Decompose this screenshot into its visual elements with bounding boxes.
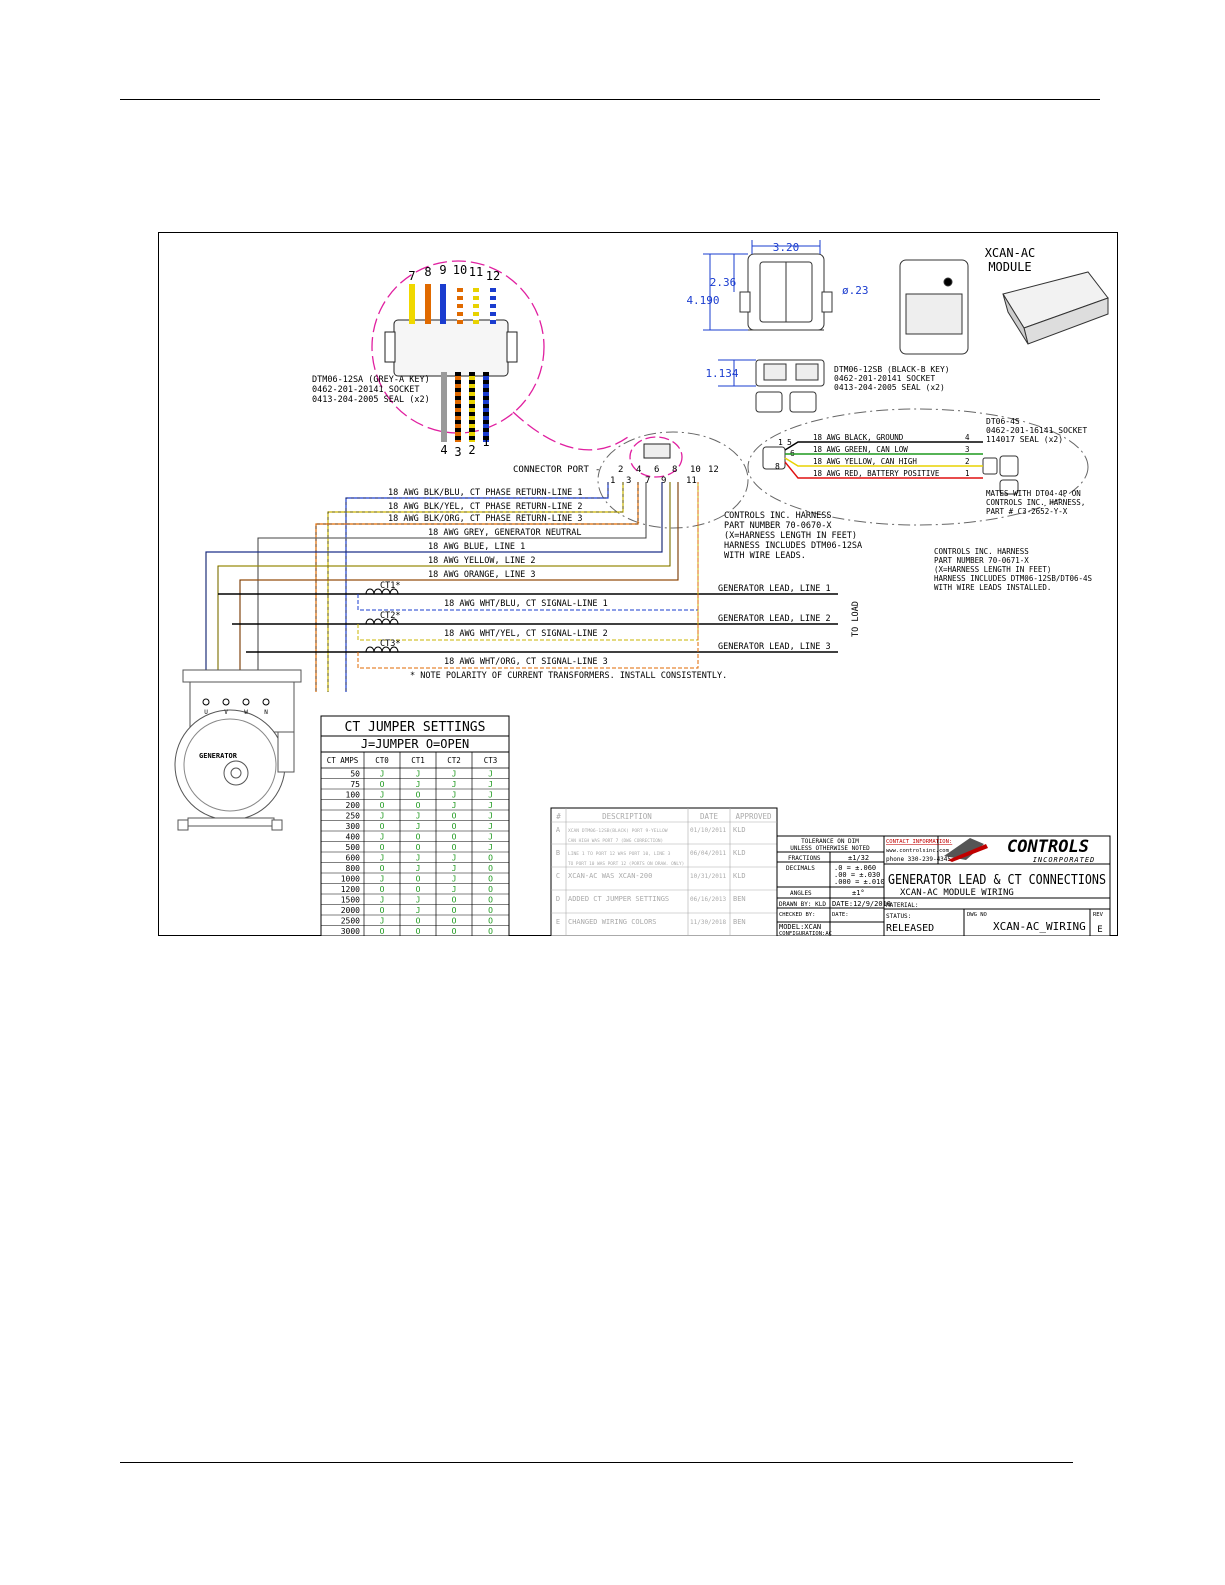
ct-signal-label: 18 AWG WHT/BLU, CT SIGNAL-LINE 1	[444, 599, 608, 609]
svg-text:MODEL:XCAN: MODEL:XCAN	[779, 923, 822, 931]
ct-signal-label: 18 AWG WHT/YEL, CT SIGNAL-LINE 2	[444, 629, 608, 639]
jumper-cell: J	[488, 801, 493, 810]
jumper-cell: 250	[345, 811, 360, 821]
revision-rev: A	[555, 826, 561, 834]
terminal-icon	[223, 699, 229, 705]
polarity-note: * NOTE POLARITY OF CURRENT TRANSFORMERS. INSTALL CONSISTENTLY.	[410, 671, 728, 681]
svg-text:MATES WITH DT04-4P ON: MATES WITH DT04-4P ON	[986, 489, 1081, 498]
jumper-cell: J	[379, 811, 385, 821]
svg-text:2.36: 2.36	[709, 276, 737, 289]
revision-header: DESCRIPTION	[602, 812, 652, 821]
jumper-cell: 500	[345, 843, 360, 852]
jumper-cell: J	[379, 874, 385, 884]
revision-desc: ADDED CT JUMPER SETTINGS	[568, 895, 670, 903]
svg-text:(X=HARNESS LENGTH IN FEET): (X=HARNESS LENGTH IN FEET)	[934, 565, 1052, 574]
svg-text:CONTROLS INC. HARNESS,: CONTROLS INC. HARNESS,	[986, 498, 1086, 507]
dt06-wire-label: 18 AWG YELLOW, CAN HIGH	[813, 457, 917, 466]
jumper-cell: J	[451, 790, 457, 800]
svg-text:HARNESS INCLUDES DTM06-12SA: HARNESS INCLUDES DTM06-12SA	[724, 541, 863, 551]
ct-signal-label: 18 AWG WHT/ORG, CT SIGNAL-LINE 3	[444, 657, 608, 667]
jumper-cell: 100	[345, 790, 360, 800]
jumper-cell: O	[415, 874, 421, 884]
svg-text:XCAN-AC: XCAN-AC	[984, 246, 1036, 260]
jumper-cell: O	[379, 780, 385, 789]
revision-header: APPROVED	[735, 812, 772, 821]
revision-desc2: CAN HIGH WAS PORT 7 (DWG CORRECTION)	[568, 839, 664, 844]
revision-header: #	[556, 812, 561, 821]
svg-text:1.134: 1.134	[705, 367, 739, 380]
jumper-cell: J	[488, 811, 493, 821]
jumper-header: CT0	[375, 756, 389, 765]
revision-approved: KLD	[733, 872, 746, 880]
sa-pin-label: 9	[439, 263, 447, 277]
dt06-wire-pin: 1	[965, 469, 970, 478]
terminal-label: V	[224, 709, 228, 716]
revision-approved: BEN	[733, 895, 746, 903]
revision-desc: LINE 1 TO PORT 12 WAS PORT 10, LINE 3	[568, 852, 671, 857]
jumper-cell: J	[451, 769, 457, 779]
svg-text:DATE:: DATE:	[832, 912, 849, 918]
revision-approved: KLD	[733, 826, 746, 834]
jumper-header: CT1	[411, 756, 425, 765]
svg-text:CONFIGURATION:AC: CONFIGURATION:AC	[779, 931, 832, 936]
sa-pin-label: 2	[468, 443, 476, 457]
jumper-cell: O	[451, 843, 457, 852]
port-pin-label: 10	[690, 465, 701, 475]
ct-label: CT1*	[380, 581, 401, 591]
sa-pin-label: 10	[452, 263, 468, 277]
svg-text:UNLESS OTHERWISE NOTED: UNLESS OTHERWISE NOTED	[790, 845, 870, 852]
jumper-table-legend: J=JUMPER O=OPEN	[360, 737, 470, 751]
wire-label: 18 AWG BLK/YEL, CT PHASE RETURN-LINE 2	[388, 502, 583, 512]
generator-lead-label: GENERATOR LEAD, LINE 1	[718, 584, 831, 594]
svg-text:.00 = ±.030: .00 = ±.030	[834, 871, 881, 879]
jumper-cell: O	[379, 801, 385, 810]
jumper-cell: J	[451, 801, 457, 810]
jumper-cell: O	[488, 895, 493, 905]
port-pin-label: 6	[654, 465, 660, 475]
port-pin-label: 12	[708, 465, 719, 475]
jumper-cell: J	[451, 874, 457, 884]
svg-text:INCORPORATED: INCORPORATED	[1032, 856, 1096, 864]
jumper-cell: O	[451, 811, 457, 821]
jumper-cell: O	[379, 927, 385, 936]
svg-text:DECIMALS: DECIMALS	[786, 865, 815, 872]
svg-text:XCAN-AC_WIRING: XCAN-AC_WIRING	[993, 920, 1086, 933]
revision-rev: D	[555, 895, 561, 903]
svg-text:CONTACT INFORMATION:: CONTACT INFORMATION:	[886, 839, 953, 845]
jumper-cell: O	[415, 832, 421, 842]
jumper-cell: O	[415, 801, 421, 810]
revision-desc: CHANGED WIRING COLORS	[568, 918, 657, 926]
jumper-cell: O	[379, 822, 385, 831]
svg-text:3.20: 3.20	[772, 241, 800, 254]
jumper-cell: J	[488, 843, 493, 852]
svg-text:CONTROLS INC. HARNESS: CONTROLS INC. HARNESS	[934, 547, 1029, 556]
port-pin-label: 11	[686, 476, 697, 486]
jumper-cell: J	[415, 769, 421, 779]
connector-12sa-label	[312, 375, 430, 405]
port-pin-label: 1	[610, 476, 616, 486]
revision-rev: E	[555, 918, 561, 926]
jumper-cell: O	[488, 927, 493, 936]
jumper-cell: O	[415, 790, 421, 800]
revision-approved: KLD	[733, 849, 746, 857]
revision-desc: XCAN-AC WAS XCAN-200	[568, 872, 653, 880]
port-pin-label: 9	[661, 476, 667, 486]
dt06-wire-label: 18 AWG GREEN, CAN LOW	[813, 445, 908, 454]
svg-text:-: -	[595, 465, 601, 475]
jumper-cell: O	[451, 832, 457, 842]
jumper-cell: J	[379, 916, 385, 926]
jumper-header: CT AMPS	[326, 756, 359, 765]
ct-jumper-table	[321, 716, 509, 936]
footer-rule	[120, 1462, 1073, 1463]
svg-text:HARNESS INCLUDES DTM06-12SB/DT: HARNESS INCLUDES DTM06-12SB/DT06-4S	[934, 574, 1093, 583]
svg-text:ANGLES: ANGLES	[790, 890, 812, 897]
wire-label: 18 AWG GREY, GENERATOR NEUTRAL	[428, 528, 582, 538]
jumper-cell: J	[415, 895, 421, 905]
wire-label: 18 AWG BLK/BLU, CT PHASE RETURN-LINE 1	[388, 488, 583, 498]
svg-text:114017 SEAL (x2): 114017 SEAL (x2)	[986, 435, 1064, 444]
jumper-cell: J	[415, 906, 421, 915]
terminal-icon	[263, 699, 269, 705]
revision-block	[551, 808, 777, 936]
jumper-cell: J	[379, 895, 385, 905]
jumper-table-title: CT JUMPER SETTINGS	[344, 720, 486, 735]
jumper-cell: J	[379, 790, 385, 800]
header-rule	[120, 99, 1100, 100]
jumper-cell: O	[415, 843, 421, 852]
sa-pin-label: 3	[454, 445, 462, 459]
jumper-cell: O	[451, 906, 457, 915]
ct-label: CT2*	[380, 611, 401, 621]
revision-desc: XCAN DTM06-12SB(BLACK) PORT 9-YELLOW	[568, 829, 668, 834]
jumper-cell: O	[451, 916, 457, 926]
port-pin-label: 7	[645, 476, 651, 486]
svg-text:0462-201-20141 SOCKET: 0462-201-20141 SOCKET	[834, 374, 936, 383]
jumper-cell: J	[415, 811, 421, 821]
jumper-cell: J	[451, 780, 457, 789]
svg-text:ø.23: ø.23	[842, 284, 869, 297]
svg-text:DTM06-12SB (BLACK-B KEY): DTM06-12SB (BLACK-B KEY)	[834, 365, 950, 374]
jumper-cell: O	[415, 916, 421, 926]
jumper-cell: J	[415, 822, 421, 831]
svg-text:±1/32: ±1/32	[848, 854, 870, 862]
jumper-cell: 50	[350, 769, 360, 779]
dt06-pin-label: 5	[787, 438, 792, 447]
wiring-drawing	[158, 232, 1118, 936]
wire-label: 18 AWG BLUE, LINE 1	[428, 542, 526, 552]
dt06-pin-label: 8	[775, 462, 780, 471]
sa-pin-label: 11	[468, 265, 484, 279]
jumper-cell: J	[488, 780, 493, 789]
svg-text:DTM06-12SA (GREY-A KEY): DTM06-12SA (GREY-A KEY)	[312, 375, 430, 385]
sa-pin-label: 7	[408, 269, 416, 283]
svg-text:PART NUMBER 70-0671-X: PART NUMBER 70-0671-X	[934, 556, 1029, 565]
sa-pin-label: 4	[440, 443, 448, 457]
jumper-cell: J	[488, 822, 493, 831]
svg-text:.0 = ±.060: .0 = ±.060	[834, 864, 877, 872]
ct-label: CT3*	[380, 639, 401, 649]
revision-date: 06/04/2011	[690, 850, 727, 857]
svg-text:±1°: ±1°	[852, 889, 865, 897]
svg-text:CONTROLS INC. HARNESS: CONTROLS INC. HARNESS	[724, 511, 832, 521]
svg-text:4.190: 4.190	[686, 294, 720, 307]
revision-date: 10/31/2011	[690, 873, 727, 880]
module-label	[985, 246, 1036, 274]
jumper-cell: 2000	[340, 906, 360, 915]
svg-text:REV: REV	[1093, 912, 1103, 918]
revision-rev: C	[555, 872, 561, 880]
svg-text:PART # C3-2652-Y-X: PART # C3-2652-Y-X	[986, 507, 1068, 516]
jumper-cell: J	[488, 832, 493, 842]
jumper-cell: 3000	[340, 927, 360, 936]
dt06-pin-label: 6	[790, 449, 795, 458]
svg-text:TOLERANCE ON DIM: TOLERANCE ON DIM	[801, 838, 859, 845]
svg-text:www.controlsinc.com: www.controlsinc.com	[886, 848, 949, 854]
svg-text:0413-204-2005 SEAL (x2): 0413-204-2005 SEAL (x2)	[312, 395, 430, 405]
generator-lead-label: GENERATOR LEAD, LINE 3	[718, 642, 831, 652]
revision-date: 01/10/2011	[690, 827, 727, 834]
jumper-cell: J	[415, 853, 421, 863]
jumper-cell: J	[451, 853, 457, 863]
revision-rev: B	[555, 849, 561, 857]
jumper-cell: O	[488, 885, 493, 894]
jumper-cell: O	[415, 927, 421, 936]
wire-label: 18 AWG YELLOW, LINE 2	[428, 556, 536, 566]
connector-port-label: CONNECTOR PORT	[513, 465, 589, 475]
jumper-cell: O	[451, 927, 457, 936]
jumper-cell: J	[415, 864, 421, 873]
jumper-cell: O	[451, 895, 457, 905]
terminal-icon	[243, 699, 249, 705]
jumper-cell: 1200	[340, 885, 360, 894]
svg-text:.000 = ±.010: .000 = ±.010	[834, 878, 885, 886]
dt06-pin-label: 1	[778, 438, 783, 447]
wire-label: 18 AWG BLK/ORG, CT PHASE RETURN-LINE 3	[388, 514, 583, 524]
svg-text:STATUS:: STATUS:	[886, 913, 912, 920]
svg-text:WITH WIRE LEADS.: WITH WIRE LEADS.	[724, 551, 806, 561]
jumper-cell: O	[488, 853, 493, 863]
jumper-cell: O	[379, 843, 385, 852]
wire-label: 18 AWG ORANGE, LINE 3	[428, 570, 536, 580]
jumper-cell: O	[488, 906, 493, 915]
jumper-cell: O	[451, 822, 457, 831]
svg-text:XCAN-AC MODULE WIRING: XCAN-AC MODULE WIRING	[900, 888, 1014, 898]
jumper-cell: J	[488, 790, 493, 800]
dt06-wire-pin: 4	[965, 433, 970, 442]
connector-12sb-label	[834, 365, 950, 392]
jumper-cell: 800	[345, 864, 360, 873]
svg-text:CONTROLS: CONTROLS	[1007, 837, 1089, 857]
svg-text:CHECKED BY:: CHECKED BY:	[779, 912, 816, 918]
jumper-cell: 75	[350, 780, 360, 789]
jumper-cell: J	[415, 780, 421, 789]
jumper-cell: J	[488, 769, 493, 779]
revision-date: 06/16/2013	[690, 896, 727, 903]
sa-pin-label: 12	[485, 269, 501, 283]
jumper-cell: J	[379, 832, 385, 842]
jumper-cell: J	[379, 853, 385, 863]
jumper-cell: O	[379, 906, 385, 915]
revision-date: 11/30/2018	[690, 919, 727, 926]
jumper-cell: J	[379, 769, 385, 779]
revision-header: DATE	[699, 812, 719, 821]
generator-lead-label: GENERATOR LEAD, LINE 2	[718, 614, 831, 624]
terminal-label: W	[244, 709, 248, 716]
jumper-header: CT2	[447, 756, 461, 765]
sa-pin-label: 1	[482, 435, 490, 449]
svg-text:MODULE: MODULE	[988, 260, 1032, 274]
svg-text:DATE:12/9/2010: DATE:12/9/2010	[832, 900, 892, 908]
jumper-cell: O	[488, 864, 493, 873]
dt06-wire-pin: 2	[965, 457, 970, 466]
terminal-label: U	[204, 709, 208, 716]
revision-desc2: TO PORT 10 WAS PORT 12 (PORTS ON DRAW. ONLY)	[568, 862, 685, 867]
jumper-cell: O	[415, 885, 421, 894]
port-pin-label: 8	[672, 465, 678, 475]
svg-text:(X=HARNESS LENGTH IN FEET): (X=HARNESS LENGTH IN FEET)	[724, 531, 858, 541]
jumper-cell: O	[488, 874, 493, 884]
svg-text:DRAWN BY: KLD: DRAWN BY: KLD	[779, 901, 826, 908]
title-block	[777, 836, 1110, 936]
svg-text:DT06-4S: DT06-4S	[986, 417, 1020, 426]
sa-pin-label: 8	[424, 265, 432, 279]
jumper-cell: 400	[345, 832, 360, 842]
jumper-header: CT3	[483, 756, 498, 765]
jumper-cell: O	[379, 885, 385, 894]
svg-text:WITH WIRE LEADS INSTALLED.: WITH WIRE LEADS INSTALLED.	[934, 583, 1052, 592]
jumper-cell: 300	[345, 822, 360, 831]
port-pin-label: 2	[618, 465, 624, 475]
svg-text:0462-201-20141 SOCKET: 0462-201-20141 SOCKET	[312, 385, 420, 395]
port-pin-label: 4	[636, 465, 642, 475]
svg-text:MATERIAL:: MATERIAL:	[886, 902, 919, 909]
jumper-cell: 200	[345, 801, 360, 810]
svg-text:PART NUMBER 70-0670-X: PART NUMBER 70-0670-X	[724, 521, 832, 531]
dt06-wire-label: 18 AWG RED, BATTERY POSITIVE	[813, 469, 940, 478]
generator-label: GENERATOR	[199, 752, 237, 760]
jumper-cell: O	[488, 916, 493, 926]
terminal-label: N	[264, 709, 268, 716]
dt06-wire-label: 18 AWG BLACK, GROUND	[813, 433, 904, 442]
terminal-icon	[203, 699, 209, 705]
jumper-cell: 2500	[340, 916, 360, 926]
svg-text:DWG NO: DWG NO	[967, 912, 987, 918]
jumper-cell: 1500	[340, 895, 360, 905]
jumper-cell: 1000	[340, 874, 360, 884]
to-load-label: TO LOAD	[851, 601, 861, 637]
dt06-wire-pin: 3	[965, 445, 970, 454]
svg-text:0462-201-16141 SOCKET: 0462-201-16141 SOCKET	[986, 426, 1088, 435]
svg-text:0413-204-2005 SEAL (x2): 0413-204-2005 SEAL (x2)	[834, 383, 945, 392]
svg-text:FRACTIONS: FRACTIONS	[788, 855, 821, 862]
jumper-cell: 600	[345, 853, 360, 863]
svg-text:E: E	[1097, 925, 1103, 935]
jumper-cell: J	[451, 885, 457, 894]
revision-approved: BEN	[733, 918, 746, 926]
svg-text:GENERATOR LEAD & CT CONNECTION: GENERATOR LEAD & CT CONNECTIONS	[888, 873, 1106, 888]
jumper-cell: J	[451, 864, 457, 873]
svg-text:RELEASED: RELEASED	[886, 923, 935, 934]
svg-text:phone 330-239-4345: phone 330-239-4345	[886, 856, 952, 863]
port-pin-label: 3	[626, 476, 632, 486]
jumper-cell: O	[379, 864, 385, 873]
